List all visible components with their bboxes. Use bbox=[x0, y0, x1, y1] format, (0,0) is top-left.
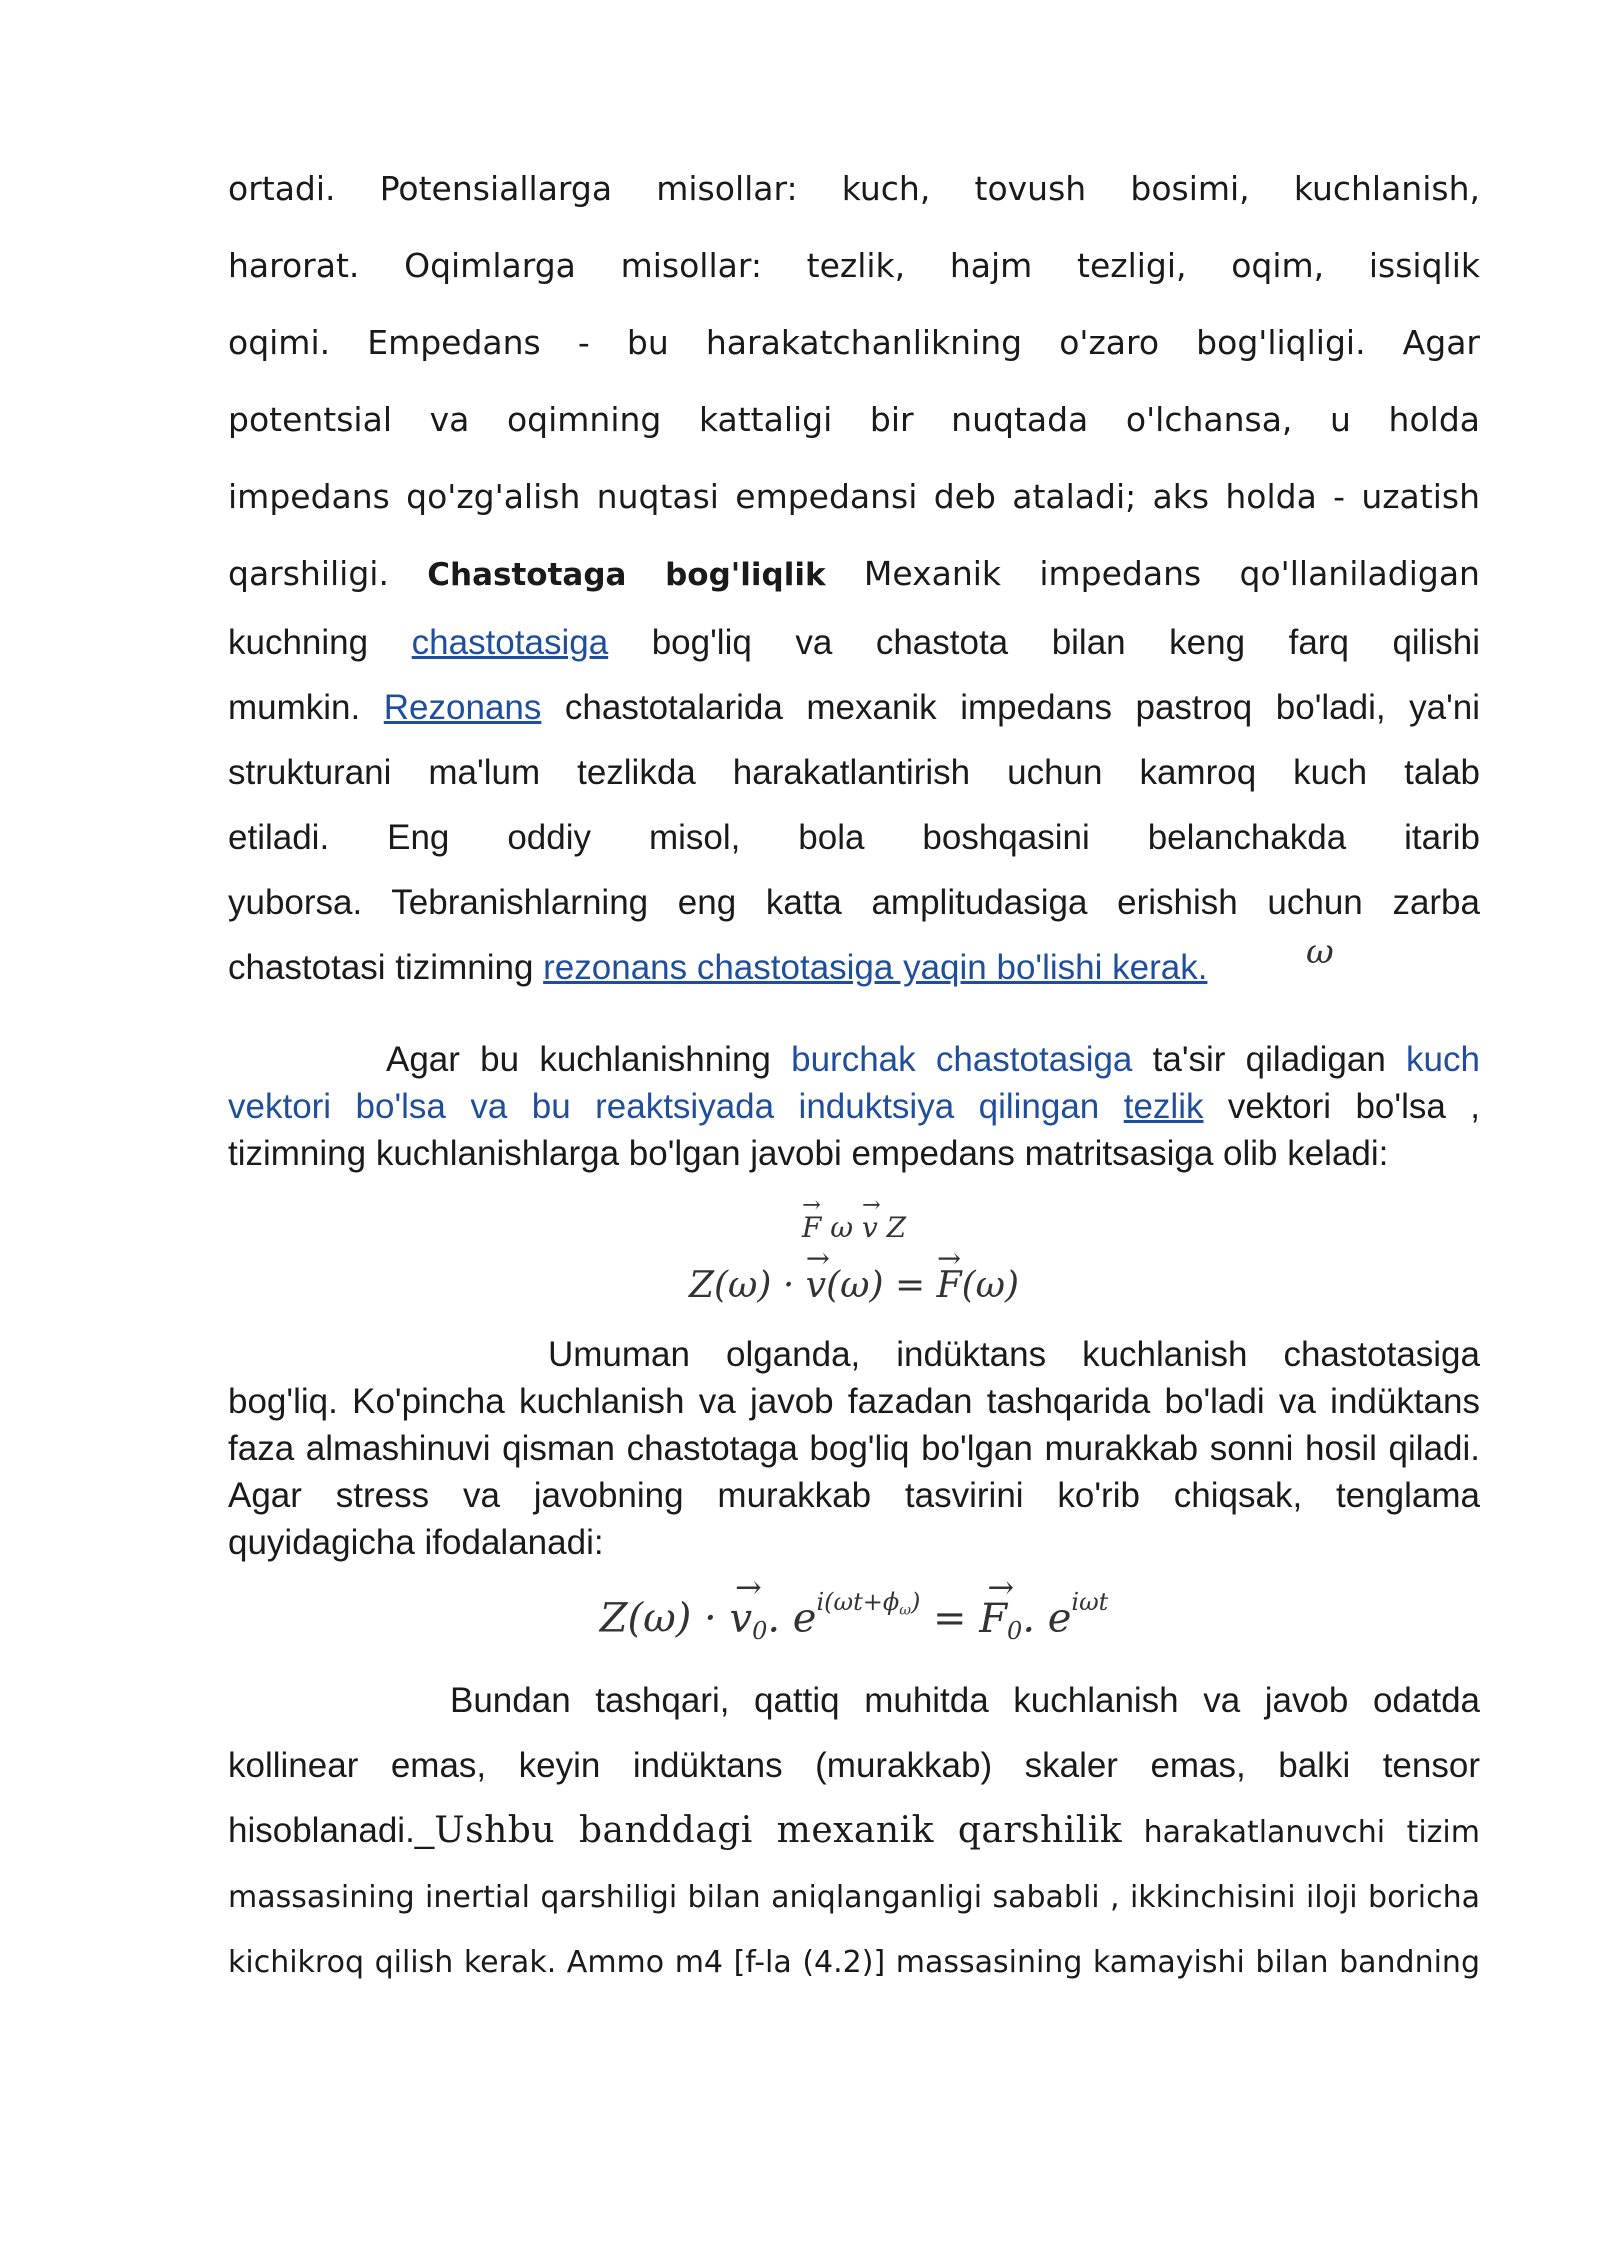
formula-term: ) bbox=[910, 1588, 921, 1616]
text-line: massasining inertial qarshiligi bilan aniqlanganligi sababli , ikkinchisini iloji boricha bbox=[228, 1880, 1480, 1915]
text-line bbox=[228, 535, 1480, 614]
text-segment: chastotalarida mexanik impedans pastroq bo'ladi, ya'ni bbox=[541, 688, 1481, 727]
paragraph-2 bbox=[228, 610, 1480, 1000]
link-tezlik[interactable]: tezlik bbox=[1123, 1087, 1204, 1126]
formula-symbols bbox=[228, 1211, 1480, 1251]
paragraph-3 bbox=[228, 1036, 1480, 1177]
text-line bbox=[228, 675, 1480, 740]
formula-term: 0 bbox=[752, 1616, 768, 1645]
formula-term: . e bbox=[1022, 1595, 1072, 1642]
text-line: strukturani ma'lum tezlikda harakatlantirish uchun kamroq kuch talab bbox=[228, 753, 1480, 792]
formula-term: → F bbox=[802, 1211, 821, 1244]
formula-term: → v bbox=[806, 1265, 826, 1306]
formula-term: Z(ω) · bbox=[688, 1265, 806, 1306]
formula-term: iωt bbox=[1071, 1588, 1109, 1616]
text-segment: Mexanik impedans qo'llaniladigan bbox=[863, 554, 1480, 593]
paragraph-5 bbox=[228, 1668, 1480, 1995]
formula-term: v bbox=[729, 1595, 753, 1642]
blue-term: kuch vektori bo'lsa va bu reaktsiyada induktsiya qilingan bbox=[228, 1040, 1480, 1126]
link-rezonans-chastotasiga[interactable]: rezonans chastotasiga yaqin bo'lishi kerak. bbox=[543, 948, 1208, 987]
formula-impedance bbox=[228, 1265, 1480, 1325]
text-segment: mumkin. bbox=[228, 688, 384, 727]
text-segment: hisoblanadi._ bbox=[228, 1811, 435, 1850]
formula-term: ω bbox=[830, 1211, 854, 1244]
text-segment: vektori bo'lsa , tizimning kuchlanishlarga bo'lgan javobi empedans matritsasiga olib keladi: bbox=[228, 1087, 1480, 1173]
text-segment: qarshiligi. bbox=[228, 554, 389, 593]
serif-term: Ushbu banddagi mexanik qarshilik bbox=[434, 1810, 1123, 1851]
formula-term: . e bbox=[767, 1595, 817, 1642]
formula-term: = bbox=[920, 1595, 980, 1642]
formula-term: → F bbox=[937, 1265, 962, 1306]
document-page bbox=[228, 150, 1480, 1995]
text-line bbox=[228, 1668, 1480, 1733]
text-line: ortadi. Potensiallarga misollar: kuch, tovush bosimi, kuchlanish, bbox=[228, 169, 1480, 208]
text-segment: Umuman olganda, indüktans kuchlanish chastotasiga bog'liq. Ko'pincha kuchlanish va javob fazadan tashqarida bo'ladi va indüktans faza almashinuvi qisman chastotaga bog'liq bo'lgan murakkab sonni hosil qiladi. Agar stress va javobning murakkab tasvirini ko'rib chiqsak, tenglama quyidagicha ifodalanadi: bbox=[228, 1335, 1480, 1562]
omega-symbol: ω bbox=[1306, 932, 1334, 972]
formula-term: Z bbox=[886, 1211, 907, 1244]
text-segment: Agar bu kuchlanishning bbox=[386, 1040, 792, 1079]
text-line bbox=[228, 1798, 1480, 1865]
formula-term bbox=[729, 1596, 767, 1645]
text-line: yuborsa. Tebranishlarning eng katta amplitudasiga erishish uchun zarba bbox=[228, 883, 1480, 922]
text-segment: harakatlanuvchi tizim bbox=[1122, 1815, 1480, 1850]
text-segment bbox=[1099, 1087, 1123, 1126]
text-segment: bog'liq va chastota bilan keng farq qilishi bbox=[608, 623, 1480, 662]
text-line: impedans qo'zg'alish nuqtasi empedansi deb ataladi; aks holda - uzatish bbox=[228, 477, 1480, 516]
text-line bbox=[228, 610, 1480, 675]
formula-term: i(ωt+ϕ bbox=[816, 1588, 900, 1616]
text-segment: chastotasi tizimning bbox=[228, 948, 544, 987]
formula-term: (ω) = bbox=[826, 1265, 937, 1306]
paragraph-1 bbox=[228, 150, 1480, 614]
formula-term: ω bbox=[899, 1602, 911, 1619]
link-chastotasiga[interactable]: chastotasiga bbox=[411, 623, 609, 662]
text-line: oqimi. Empedans - bu harakatchanlikning o'zaro bog'liqligi. Agar bbox=[228, 323, 1480, 362]
text-line bbox=[228, 935, 1480, 1000]
text-line: kichikroq qilish kerak. Ammo m4 [f-la (4.2)] massasining kamayishi bilan bandning bbox=[228, 1945, 1480, 1980]
formula-term bbox=[979, 1596, 1022, 1645]
formula-complex bbox=[228, 1588, 1480, 1650]
text-line: etiladi. Eng oddiy misol, bola boshqasini belanchakda itarib bbox=[228, 818, 1480, 857]
link-rezonans[interactable]: Rezonans bbox=[383, 688, 542, 727]
section-heading: Chastotaga bog'liqlik bbox=[427, 557, 826, 593]
text-segment: Bundan tashqari, qattiq muhitda kuchlanish va javob odatda bbox=[450, 1681, 1480, 1720]
formula-term: (ω) bbox=[961, 1265, 1020, 1306]
text-line: harorat. Oqimlarga misollar: tezlik, hajm tezligi, oqim, issiqlik bbox=[228, 246, 1480, 285]
blue-term: burchak chastotasiga bbox=[791, 1040, 1133, 1079]
formula-term: F bbox=[979, 1595, 1008, 1642]
paragraph-4 bbox=[228, 1331, 1480, 1566]
text-line: potentsial va oqimning kattaligi bir nuqtada o'lchansa, u holda bbox=[228, 400, 1480, 439]
text-line: kollinear emas, keyin indüktans (murakkab) skaler emas, balki tensor bbox=[228, 1746, 1480, 1785]
formula-term: 0 bbox=[1007, 1616, 1023, 1645]
text-segment: kuchning bbox=[228, 623, 412, 662]
formula-term: → v bbox=[862, 1211, 878, 1244]
text-segment: ta'sir qiladigan bbox=[1132, 1040, 1407, 1079]
formula-term: Z(ω) · bbox=[599, 1595, 730, 1642]
